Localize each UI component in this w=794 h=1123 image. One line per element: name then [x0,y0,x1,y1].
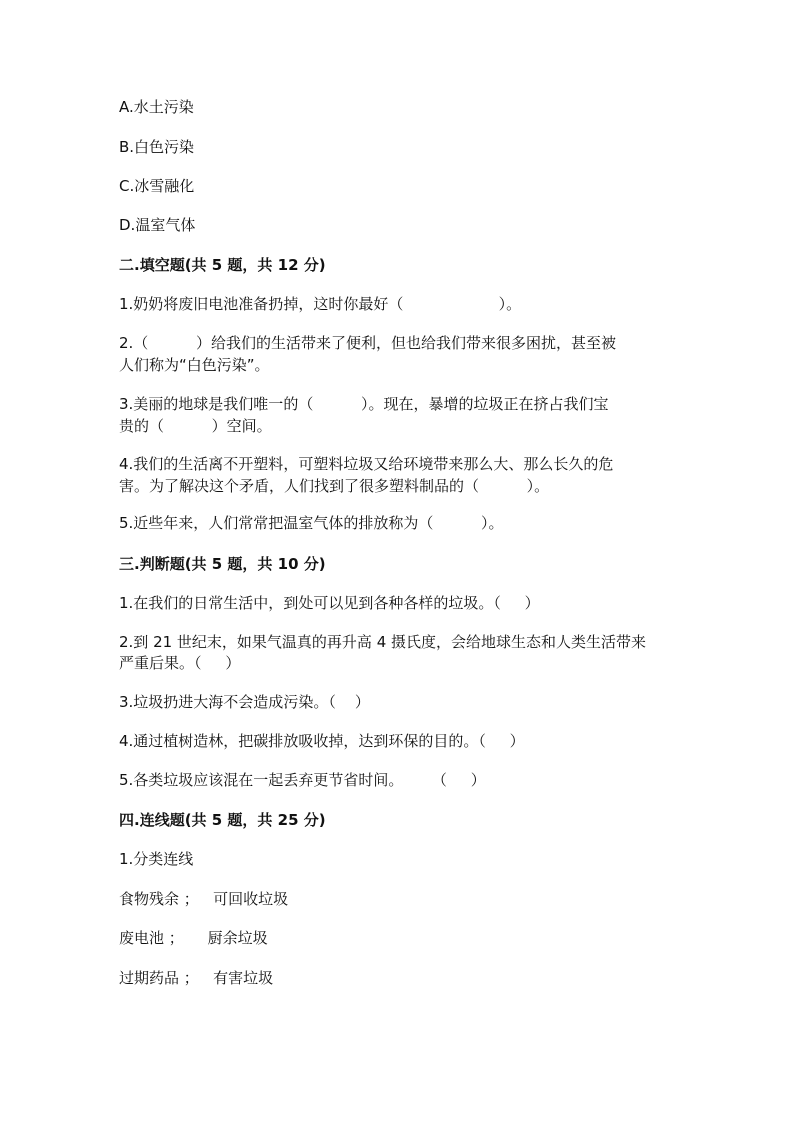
fill-question-4-line2: 害。为了解决这个矛盾，人们找到了很多塑料制品的（ ）。 [119,477,550,495]
option-a: A.水土污染 [119,98,194,116]
judge-question-3: 3.垃圾扔进大海不会造成污染。（ ） [119,693,370,711]
judge-question-5: 5.各类垃圾应该混在一起丢弃更节省时间。 （ ） [119,771,486,789]
section-heading-true-false: 三.判断题(共 5 题，共 10 分) [119,555,326,573]
fill-question-3-line2: 贵的（ ）空间。 [119,417,272,435]
judge-question-4: 4.通过植树造林，把碳排放吸收掉，达到环保的目的。（ ） [119,732,525,750]
option-c: C.冰雪融化 [119,177,195,195]
fill-question-1: 1.奶奶将废旧电池准备扔掉，这时你最好（ ）。 [119,295,522,313]
option-b: B.白色污染 [119,138,195,156]
fill-question-5: 5.近些年来，人们常常把温室气体的排放称为（ ）。 [119,514,504,532]
matching-question-1: 1.分类连线 [119,850,194,868]
judge-question-1: 1.在我们的日常生活中，到处可以见到各种各样的垃圾。（ ） [119,594,540,612]
section-heading-matching: 四.连线题(共 5 题，共 25 分) [119,811,326,829]
fill-question-3-line1: 3.美丽的地球是我们唯一的（ ）。现在，暴增的垃圾正在挤占我们宝 [119,395,609,413]
option-d: D.温室气体 [119,216,196,234]
fill-question-4-line1: 4.我们的生活离不开塑料，可塑料垃圾又给环境带来那么大、那么长久的危 [119,455,614,473]
judge-question-2-line2: 严重后果。（ ） [119,654,241,672]
fill-question-2-line2: 人们称为“白色污染”。 [119,356,270,374]
section-heading-fill-blank: 二.填空题(共 5 题，共 12 分) [119,256,326,274]
matching-row-3: 过期药品 ； 有害垃圾 [119,969,274,987]
matching-row-2: 废电池 ； 厨余垃圾 [119,929,268,947]
fill-question-2-line1: 2.（ ）给我们的生活带来了便利，但也给我们带来很多困扰，甚至被 [119,334,616,352]
judge-question-2-line1: 2.到 21 世纪末，如果气温真的再升高 4 摄氏度，会给地球生态和人类生活带来 [119,633,647,651]
matching-row-1: 食物残余 ； 可回收垃圾 [119,890,289,908]
